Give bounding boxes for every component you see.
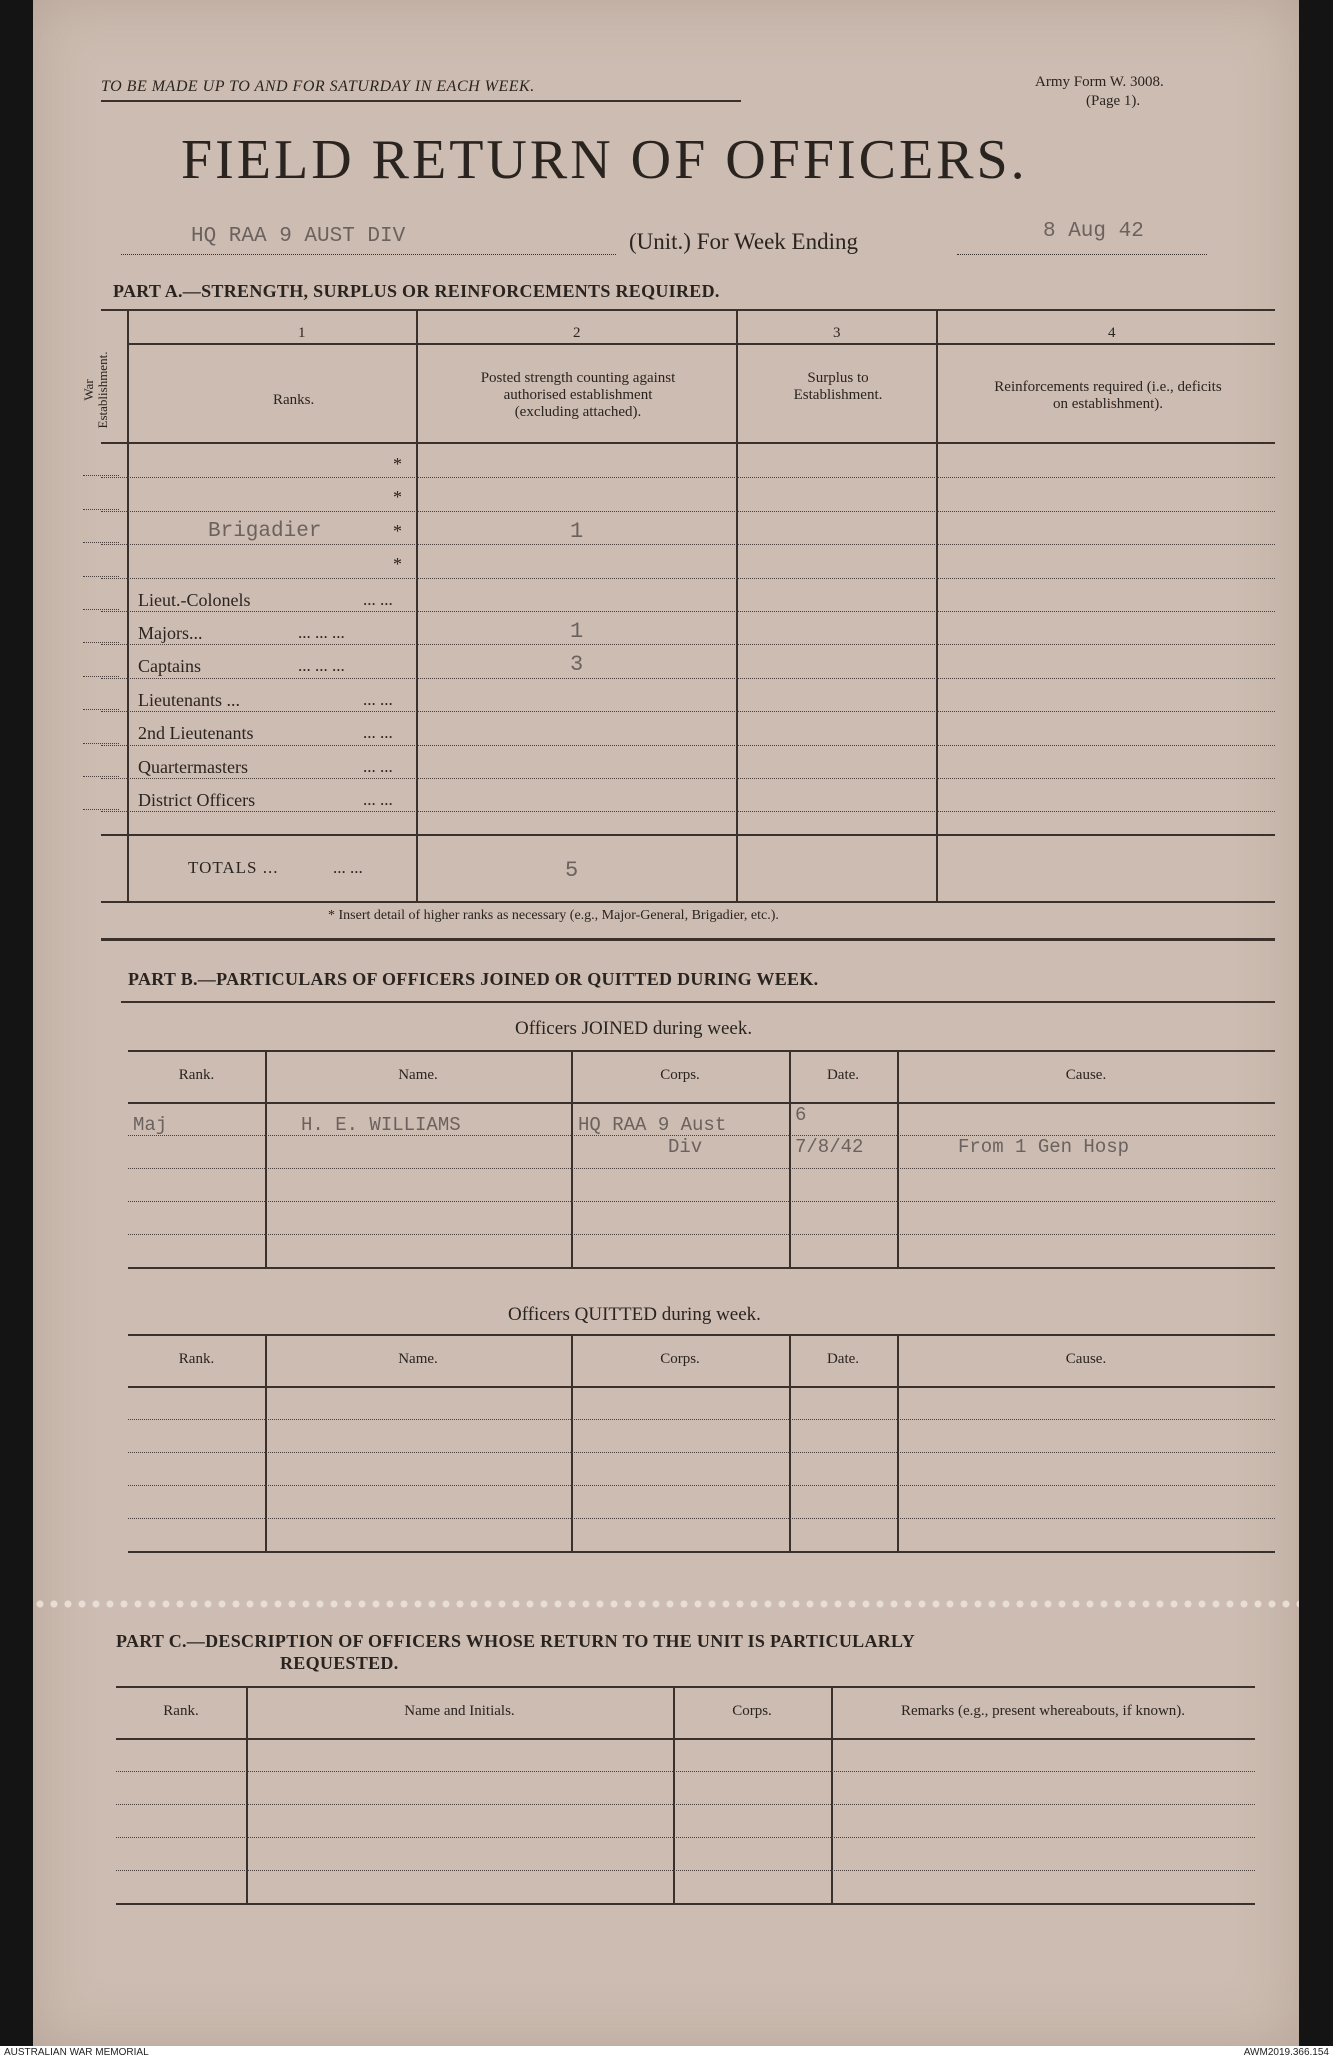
war-establishment-label: War Establishment. xyxy=(81,351,110,429)
part-a-heading: PART A.—STRENGTH, SURPLUS OR REINFORCEMENTS REQUIRED. xyxy=(113,281,720,301)
quitted-header-cause: Cause. xyxy=(1065,1351,1107,1367)
part-a-header-rule xyxy=(101,442,1275,444)
joined-top-rule xyxy=(128,1050,1275,1052)
totals-dots: ... ... xyxy=(333,858,363,877)
quitted-header-date: Date. xyxy=(826,1351,860,1367)
part-a-row-line xyxy=(101,611,1275,612)
col-number-2: 2 xyxy=(573,325,581,341)
part-c-heading-line2: REQUESTED. xyxy=(280,1653,399,1673)
part-a-top-rule xyxy=(101,309,1275,311)
part-a-row-line xyxy=(101,711,1275,712)
part-c-header: Remarks (e.g., present whereabouts, if known). xyxy=(900,1703,1186,1719)
joined-header-name: Name. xyxy=(398,1067,438,1083)
joined-title: Officers JOINED during week. xyxy=(515,1018,753,1039)
part-c-header-rule xyxy=(116,1738,1255,1740)
part-a-bottom-rule xyxy=(101,901,1275,903)
part-a-posted-value: 3 xyxy=(570,652,584,678)
surplus-header: Surplus to Establishment. xyxy=(793,370,883,403)
reinforcements-header: Reinforcements required (i.e., deficits on establishment). xyxy=(994,379,1222,412)
unit-label: (Unit.) For Week Ending xyxy=(629,229,858,254)
unit-dotted-line xyxy=(121,254,616,255)
part-a-leader-dots: ... ... xyxy=(363,790,393,809)
part-a-leader-dots: ... ... xyxy=(363,723,393,743)
part-a-posted-value: 1 xyxy=(570,518,584,544)
part-a-star: * xyxy=(393,554,402,575)
archive-footer xyxy=(0,2046,1333,2061)
part-a-footnote: * Insert detail of higher ranks as necessary (e.g., Major-General, Brigadier, etc.). xyxy=(328,908,779,923)
part-a-leader-dots: ... ... ... xyxy=(298,623,345,642)
part-a-rank-label: Lieut.-Colonels xyxy=(138,589,251,610)
quitted-row-line xyxy=(128,1419,1275,1420)
quitted-row-line xyxy=(128,1551,1275,1553)
part-a-leader-dots: ... ... xyxy=(363,589,393,609)
col-number-4: 4 xyxy=(1108,325,1116,341)
joined-row-line xyxy=(128,1168,1275,1169)
joined-header-corps: Corps. xyxy=(660,1067,700,1083)
part-a-rank-label: Quartermasters xyxy=(138,756,248,777)
totals-label: TOTALS ... xyxy=(188,858,279,877)
footer-left: AUSTRALIAN WAR MEMORIAL xyxy=(4,2047,149,2058)
part-a-rank-label: Brigadier xyxy=(208,519,322,543)
joined-row-line xyxy=(128,1201,1275,1202)
joined-row-line xyxy=(128,1267,1275,1269)
war-establishment-cell xyxy=(83,642,119,643)
form-title: FIELD RETURN OF OFFICERS. xyxy=(181,129,1028,191)
footer-right: AWM2019.366.154 xyxy=(1243,2047,1329,2058)
part-a-row-line xyxy=(101,511,1275,512)
war-establishment-cell xyxy=(83,743,119,744)
quitted-title: Officers QUITTED during week. xyxy=(508,1304,761,1325)
part-c-top-rule xyxy=(116,1686,1255,1688)
posted-strength-header: Posted strength counting against authorised establishment (excluding attached). xyxy=(480,370,676,420)
war-establishment-cell xyxy=(83,542,119,543)
part-a-star: * xyxy=(393,454,402,474)
joined-header-cause: Cause. xyxy=(1065,1067,1107,1083)
quitted-row-line xyxy=(128,1485,1275,1486)
instruction-underline xyxy=(101,100,741,102)
part-a-leader-dots: ... ... xyxy=(363,756,393,776)
part-a-rank-label: 2nd Lieutenants xyxy=(138,723,254,744)
joined-date: 7/8/42 xyxy=(795,1136,864,1158)
week-ending-dotted-line xyxy=(957,254,1207,255)
part-a-row-line xyxy=(101,578,1275,579)
instruction-text: TO BE MADE UP TO AND FOR SATURDAY IN EACH WEEK. xyxy=(101,78,535,95)
war-establishment-cell xyxy=(83,576,119,577)
part-b-heading-rule xyxy=(121,1001,1275,1003)
col-number-1: 1 xyxy=(298,325,306,341)
joined-rank: Maj xyxy=(133,1114,168,1136)
quitted-header-rule xyxy=(128,1386,1275,1388)
part-a-rank-label: Captains xyxy=(138,656,201,677)
part-a-leader-dots: ... ... ... xyxy=(298,656,345,676)
joined-corps: HQ RAA 9 Aust xyxy=(578,1114,727,1136)
quitted-header-corps: Corps. xyxy=(660,1351,700,1367)
ranks-header: Ranks. xyxy=(273,392,315,408)
joined-row-line xyxy=(128,1234,1275,1235)
quitted-row-line xyxy=(128,1518,1275,1519)
war-establishment-cell xyxy=(83,776,119,777)
part-c-header: Rank. xyxy=(163,1703,199,1719)
part-a-col2-vline xyxy=(416,311,418,902)
joined-header-rank: Rank. xyxy=(178,1067,215,1083)
part-a-rank-label: District Officers xyxy=(138,790,256,810)
part-a-star: * xyxy=(393,487,402,508)
col-number-3: 3 xyxy=(833,325,841,341)
week-ending-value: 8 Aug 42 xyxy=(1043,220,1144,243)
part-a-leader-dots: ... ... xyxy=(363,689,393,709)
part-c-row-line xyxy=(116,1903,1255,1905)
part-a-row-line xyxy=(101,745,1275,746)
part-c-row-line xyxy=(116,1771,1255,1772)
part-a-star: * xyxy=(393,520,402,541)
part-a-row-line xyxy=(101,811,1275,812)
part-c-row-line xyxy=(116,1870,1255,1871)
part-a-rank-label: Majors... xyxy=(138,623,203,643)
joined-name: H. E. WILLIAMS xyxy=(301,1114,461,1136)
page-number: (Page 1). xyxy=(1086,93,1141,109)
part-a-row-line xyxy=(101,544,1275,545)
unit-value: HQ RAA 9 AUST DIV xyxy=(191,225,406,248)
war-establishment-cell xyxy=(83,475,119,476)
war-establishment-cell xyxy=(83,509,119,510)
part-a-row-line xyxy=(101,644,1275,645)
quitted-header-name: Name. xyxy=(398,1351,438,1367)
war-establishment-cell xyxy=(83,609,119,610)
part-a-row-line xyxy=(101,678,1275,679)
joined-cause: From 1 Gen Hosp xyxy=(958,1136,1130,1158)
form-paper xyxy=(33,0,1299,2046)
joined-corps-line2: Div xyxy=(668,1136,703,1158)
part-a-col3-vline xyxy=(736,311,738,902)
part-a-end-rule xyxy=(101,938,1275,941)
part-a-row-line xyxy=(101,778,1275,779)
part-c-heading-line1: PART C.—DESCRIPTION OF OFFICERS WHOSE RETURN TO THE UNIT IS PARTICULARLY xyxy=(116,1631,916,1651)
part-c-header: Corps. xyxy=(732,1703,772,1719)
perforation xyxy=(33,1597,1299,1611)
part-a-posted-value: 1 xyxy=(570,619,584,644)
quitted-row-line xyxy=(128,1452,1275,1453)
war-establishment-cell xyxy=(83,709,119,710)
part-a-row-line xyxy=(101,477,1275,478)
totals-value: 5 xyxy=(565,858,579,883)
part-a-rank-label: Lieutenants ... xyxy=(138,689,240,710)
part-a-num-rule xyxy=(127,343,1275,345)
part-a-totals-rule xyxy=(101,834,1275,836)
army-form-number: Army Form W. 3008. xyxy=(1035,74,1164,90)
part-c-row-line xyxy=(116,1837,1255,1838)
part-c-row-line xyxy=(116,1804,1255,1805)
joined-date-correction: 6 xyxy=(795,1104,807,1126)
part-a-left-vline xyxy=(127,309,129,902)
quitted-top-rule xyxy=(128,1334,1275,1336)
joined-header-rule xyxy=(128,1102,1275,1104)
war-establishment-cell xyxy=(83,676,119,677)
part-b-heading: PART B.—PARTICULARS OF OFFICERS JOINED OR QUITTED DURING WEEK. xyxy=(128,969,819,989)
joined-header-date: Date. xyxy=(826,1067,860,1083)
part-c-header: Name and Initials. xyxy=(404,1703,515,1719)
part-a-col4-vline xyxy=(936,311,938,902)
quitted-header-rank: Rank. xyxy=(178,1351,215,1367)
war-establishment-cell xyxy=(83,809,119,810)
